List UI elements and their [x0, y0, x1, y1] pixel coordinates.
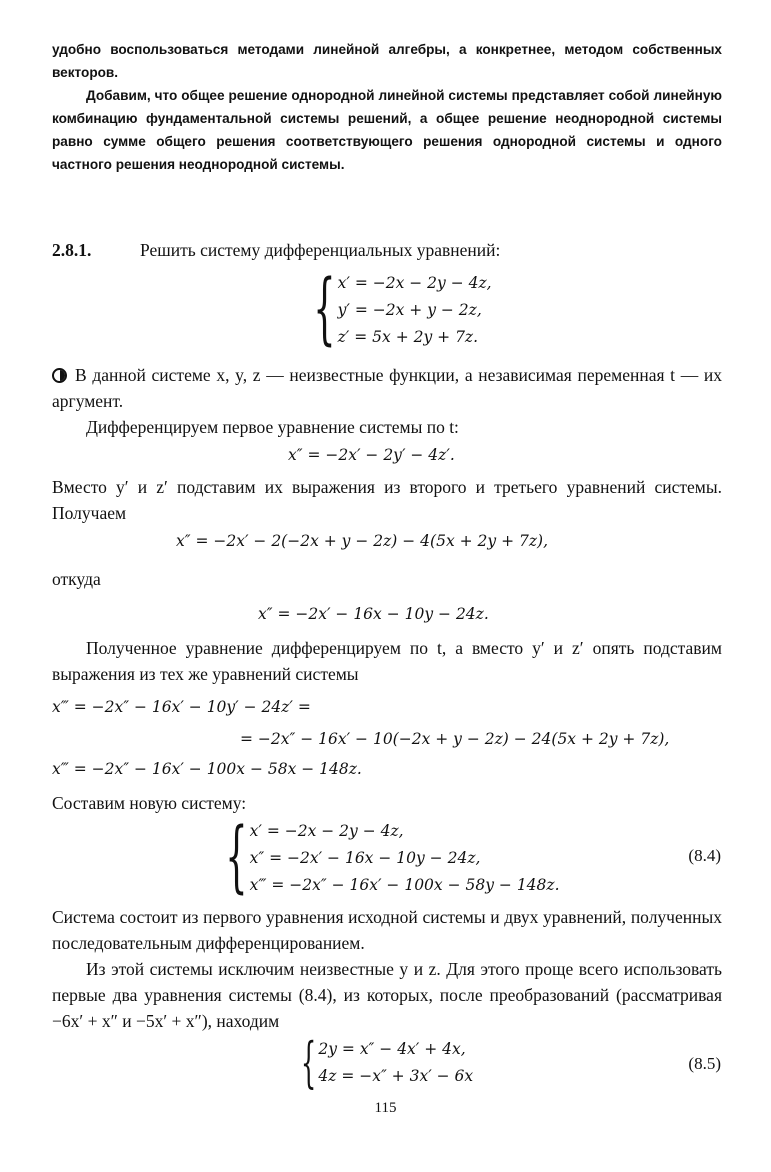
- solution-start-icon: [52, 368, 67, 383]
- left-brace: {: [313, 264, 336, 354]
- page-number: 115: [374, 1100, 397, 1116]
- system-equation-2: y′ = −2x + y − 2z,: [337, 301, 482, 319]
- system-8-4: [198, 812, 560, 902]
- system-8-5: [282, 1031, 474, 1094]
- solution-paragraph-5: Полученное уравнение дифференцируем по t, а вместо y′ и z′ опять подставим выражения из тех же уравнений системы: [52, 638, 722, 684]
- system3-equation-1: 2y = x″ − 4x′ + 4x,: [318, 1040, 466, 1058]
- solution-block-1: [52, 362, 722, 440]
- system3-equation-2: 4z = −x″ + 3x′ − 6x: [318, 1067, 474, 1085]
- solution-paragraph-6: Составим новую систему:: [52, 793, 247, 813]
- intro-text: [52, 38, 722, 176]
- intro-paragraph-1: удобно воспользоваться методами линейной алгебры, а конкретнее, методом собственных векторов.: [52, 42, 722, 80]
- equation-4c: x‴ = −2x″ − 16x′ − 100x − 58x − 148z.: [52, 760, 362, 778]
- solution-paragraph-4: откуда: [52, 569, 101, 589]
- equation-4b: = −2x″ − 16x′ − 10(−2x + y − 2z) − 24(5x + 2y + 7z),: [240, 730, 670, 748]
- equation-number-8-4: (8.4): [688, 846, 721, 865]
- system2-equation-3: x‴ = −2x″ − 16x′ − 100x − 58y − 148z.: [249, 876, 560, 894]
- equation-3: x″ = −2x′ − 16x − 10y − 24z.: [258, 605, 489, 623]
- problem-statement: Решить систему дифференциальных уравнений:: [140, 240, 501, 260]
- solution-paragraph-3: Вместо y′ и z′ подставим их выражения из второго и третьего уравнений системы. Получаем: [52, 477, 722, 523]
- left-brace: {: [300, 1031, 317, 1094]
- equation-4a: x‴ = −2x″ − 16x′ − 10y′ − 24z′ =: [52, 698, 311, 716]
- solution-paragraph-7: Система состоит из первого уравнения исходной системы и двух уравнений, полученных последовательным дифференцированием.: [52, 907, 722, 953]
- system-equation-3: z′ = 5x + 2y + 7z.: [337, 328, 479, 346]
- system2-equation-1: x′ = −2x − 2y − 4z,: [249, 822, 404, 840]
- equation-1: x″ = −2x′ − 2y′ − 4z′.: [288, 446, 455, 464]
- problem-system: [286, 264, 492, 354]
- solution-paragraph-1: В данной системе x, y, z — неизвестные функции, а независимая переменная t — их аргумент.: [52, 365, 722, 411]
- equation-2: x″ = −2x′ − 2(−2x + y − 2z) − 4(5x + 2y + 7z),: [176, 532, 548, 550]
- problem-number: 2.8.1.: [52, 240, 92, 260]
- intro-paragraph-2: Добавим, что общее решение однородной линейной системы представляет собой линейную комбинацию фундаментальной системы решений, а общее решение неоднородной системы равно сумме общего решения соответствующего решения однородной системы и одного частного решения неоднородной системы.: [52, 88, 722, 172]
- equation-number-8-5: (8.5): [688, 1054, 721, 1073]
- system2-equation-2: x″ = −2x′ − 16x − 10y − 24z,: [249, 849, 481, 867]
- solution-paragraph-8: Из этой системы исключим неизвестные y и z. Для этого проще всего использовать первые два уравнения системы (8.4), из которых, после преобразований (рассматривая −6x′ + x″ и −5x′ + x″), находим: [52, 959, 722, 1031]
- left-brace: {: [225, 812, 248, 902]
- solution-paragraph-2: Дифференцируем первое уравнение системы по t:: [86, 417, 459, 437]
- system-equation-1: x′ = −2x − 2y − 4z,: [337, 274, 492, 292]
